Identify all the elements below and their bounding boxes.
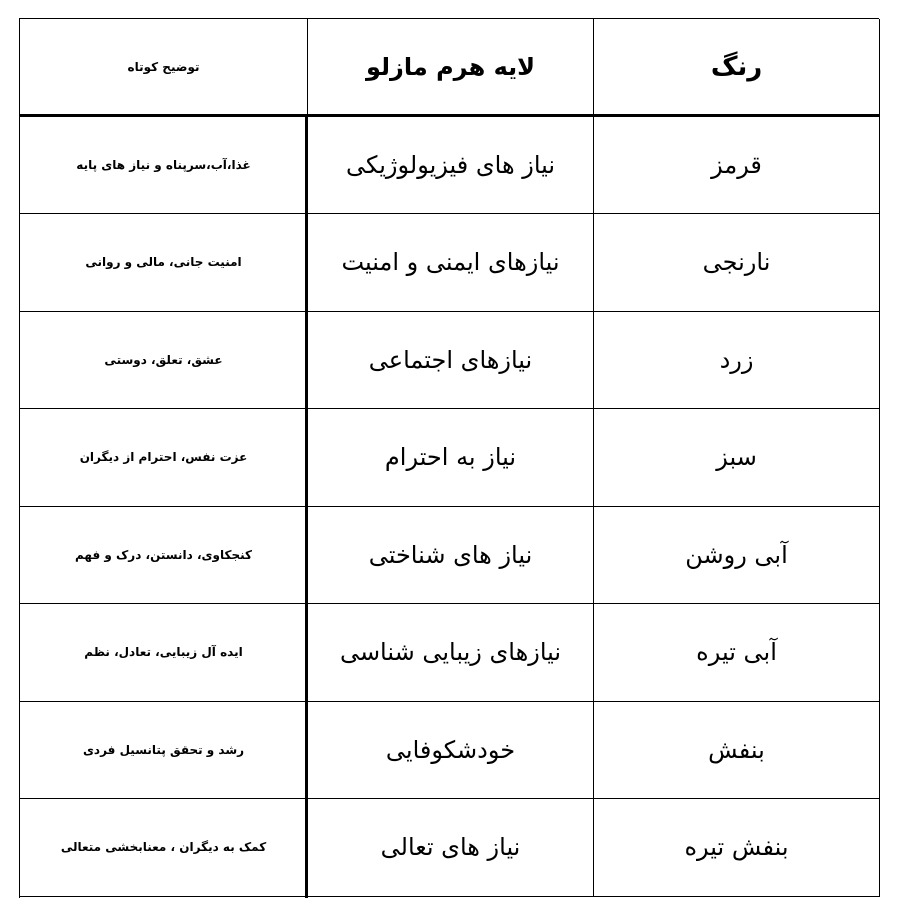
color-cell: بنفش [594, 702, 880, 800]
color-cell: نارنجی [594, 214, 880, 312]
color-cell: زرد [594, 312, 880, 410]
maslow-table [19, 18, 879, 898]
layer-cell: نیازهای اجتماعی [308, 312, 594, 410]
description-cell: کمک به دیگران ، معنابخشی متعالی [20, 799, 308, 897]
column-divider [305, 114, 308, 898]
description-cell: ایده آل زیبایی، تعادل، نظم [20, 604, 308, 702]
table-row [20, 799, 880, 897]
header-divider [19, 114, 879, 117]
color-cell: آبی تیره [594, 604, 880, 702]
color-cell: بنفش تیره [594, 799, 880, 897]
header-description: توضیح کوتاه [20, 19, 308, 117]
table-header-row [20, 19, 880, 117]
table-row [20, 312, 880, 410]
description-cell: عزت نفس، احترام از دیگران [20, 409, 308, 507]
description-cell: غذا،آب،سرپناه و نیاز های پایه [20, 117, 308, 215]
color-cell: آبی روشن [594, 507, 880, 605]
header-color: رنگ [594, 19, 880, 117]
layer-cell: نیاز به احترام [308, 409, 594, 507]
layer-cell: نیازهای زیبایی شناسی [308, 604, 594, 702]
table-row [20, 117, 880, 215]
description-cell: رشد و تحقق پتانسیل فردی [20, 702, 308, 800]
color-cell: قرمز [594, 117, 880, 215]
color-cell: سبز [594, 409, 880, 507]
description-cell: عشق، تعلق، دوستی [20, 312, 308, 410]
table-row [20, 214, 880, 312]
header-layer: لایه هرم مازلو [308, 19, 594, 117]
layer-cell: نیازهای ایمنی و امنیت [308, 214, 594, 312]
table-row [20, 409, 880, 507]
layer-cell: خودشکوفایی [308, 702, 594, 800]
description-cell: کنجکاوی، دانستن، درک و فهم [20, 507, 308, 605]
description-cell: امنیت جانی، مالی و روانی [20, 214, 308, 312]
table-row [20, 507, 880, 605]
table-row [20, 604, 880, 702]
table-row [20, 702, 880, 800]
layer-cell: نیاز های تعالی [308, 799, 594, 897]
layer-cell: نیاز های فیزیولوژیکی [308, 117, 594, 215]
layer-cell: نیاز های شناختی [308, 507, 594, 605]
